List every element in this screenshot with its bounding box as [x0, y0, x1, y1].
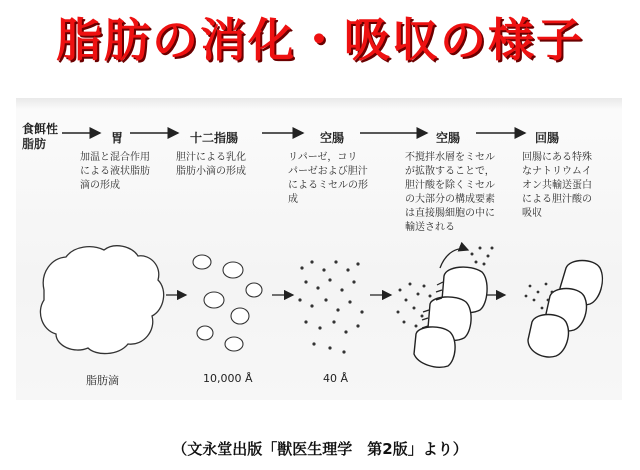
micelle [300, 266, 303, 269]
page-title: 脂肪の消化・吸収の様子 [56, 13, 584, 67]
micelle [316, 286, 319, 289]
micelle [304, 320, 307, 323]
small-droplet [223, 262, 243, 278]
micelle [344, 330, 347, 333]
stage-title-jejunum-1: 空腸 [320, 131, 345, 145]
stage-title-stomach: 胃 [111, 131, 124, 145]
small-droplet [197, 326, 213, 340]
stage-description-jejunum-2: 不撹拌水層をミセル が拡散することで， 胆汁酸を除くミセル の大部分の構成要素 は直接腸細胞の中に 輸送される [405, 152, 495, 233]
small-droplet [193, 255, 211, 269]
jejunum-cells-group [414, 267, 487, 367]
enterocyte [414, 327, 455, 367]
label-fat-droplet: 脂肪滴 [86, 374, 119, 387]
fat-droplet-shape [40, 246, 163, 354]
ileum-cells-group [528, 261, 602, 358]
small-droplet [225, 337, 243, 351]
micelle [334, 260, 337, 263]
micelle [356, 324, 359, 327]
label-size-micelles: 40 Å [323, 372, 349, 385]
micelle [310, 260, 313, 263]
micelle [322, 268, 325, 271]
small-droplet [246, 283, 262, 297]
small-droplet [204, 292, 224, 308]
micelle [336, 308, 339, 311]
stage-title-duodenum: 十二指腸 [190, 131, 239, 145]
micelle [360, 310, 363, 313]
micelle [356, 262, 359, 265]
stage-description-ileum: 回腸にある特殊 なナトリウムイ オン共輸送蛋白 による胆汁酸の 吸収 [522, 152, 592, 219]
stage-title-ileum: 回腸 [535, 131, 560, 145]
enterocyte [528, 315, 568, 358]
micelle [340, 288, 343, 291]
micelle [352, 280, 355, 283]
input-label-dietary-fat: 食餌性 脂肪 [22, 122, 59, 151]
micelles-group [298, 260, 363, 353]
micelle [324, 298, 327, 301]
micelle [342, 350, 345, 353]
micelle [310, 304, 313, 307]
micelle [298, 298, 301, 301]
micelle [312, 342, 315, 345]
stage-description-duodenum: 胆汁による乳化 脂肪小滴の形成 [176, 152, 246, 177]
micelle [318, 326, 321, 329]
stage-title-jejunum-2: 空腸 [436, 131, 461, 145]
label-size-small-droplets: 10,000 Å [203, 372, 253, 385]
micelle [346, 268, 349, 271]
micelle [348, 300, 351, 303]
stage-description-jejunum-1: リパーゼ，コリ パーゼおよび胆汁 によるミセルの形 成 [288, 152, 368, 205]
small-droplet [231, 308, 249, 324]
micelle [328, 346, 331, 349]
source-credit: （文永堂出版「獣医生理学 第2版」より） [172, 440, 468, 458]
small-droplets-group [193, 255, 262, 351]
uptake-curve-arrow [440, 249, 468, 268]
micelle [304, 280, 307, 283]
micelle [328, 278, 331, 281]
stage-description-stomach: 加温と混合作用 による液状脂肪 滴の形成 [80, 152, 150, 191]
micelle [332, 320, 335, 323]
